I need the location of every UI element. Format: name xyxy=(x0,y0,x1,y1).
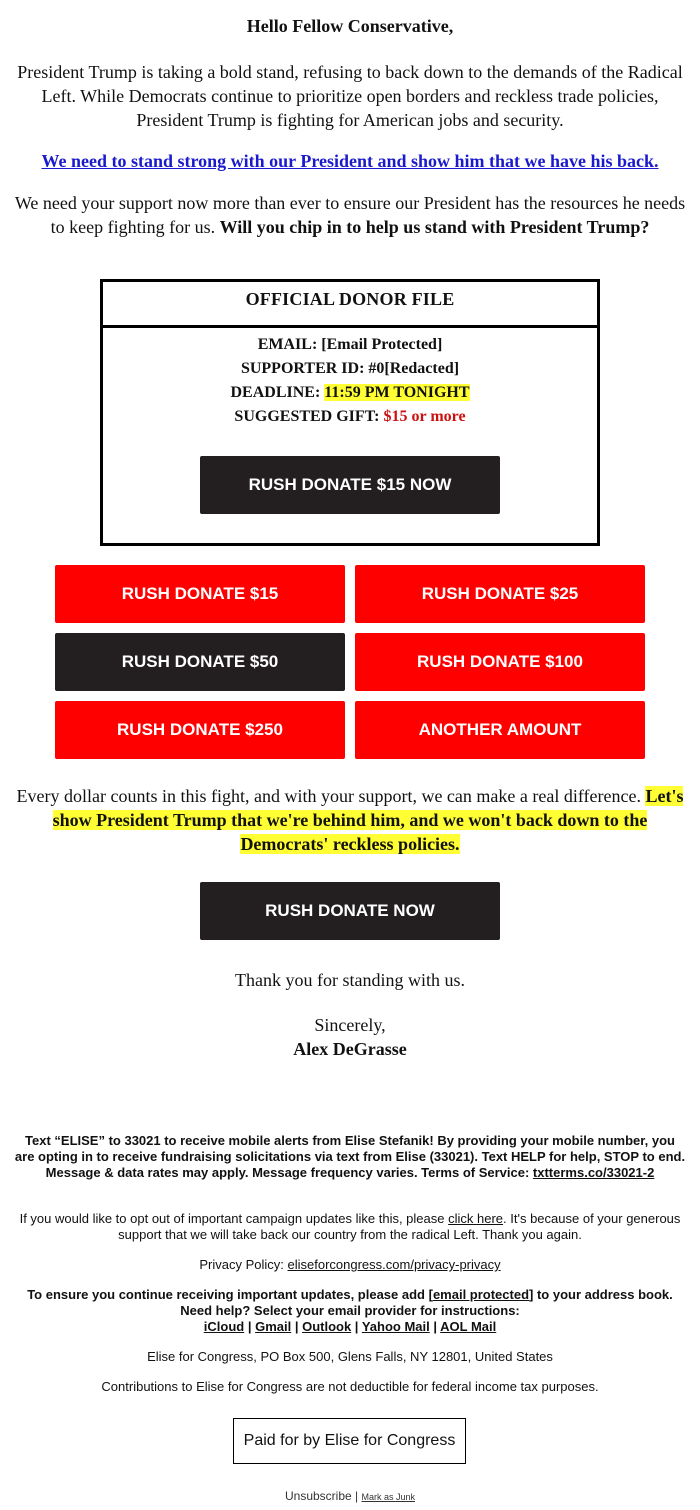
sms-terms-link[interactable]: txtterms.co/33021-2 xyxy=(532,1165,655,1180)
address-book-pre: To ensure you continue receiving important updates, please add [ xyxy=(27,1287,433,1302)
donor-deadline-row xyxy=(103,381,597,405)
support-text: We need your support now more than ever to ensure our President has the resources he needs to keep fighting for us. xyxy=(14,193,686,237)
every-dollar-highlight: Let's show President Trump that we're behind him, and we won't back down to the Democrats' reckless policies. xyxy=(52,786,684,854)
address-book-post: ] to your address book. Need help? Select your email provider for instructions: xyxy=(180,1287,673,1318)
donor-email-value: [Email Protected] xyxy=(321,336,443,353)
stand-strong-paragraph xyxy=(0,149,700,173)
donor-deadline-value: 11:59 PM TONIGHT xyxy=(324,384,470,401)
stand-strong-link[interactable]: We need to stand strong with our President and show him that we have his back. xyxy=(41,151,659,171)
provider-gmail-link[interactable]: Gmail xyxy=(255,1319,292,1334)
donate-15-button[interactable]: RUSH DONATE $15 xyxy=(55,565,345,623)
donor-supporter-label: SUPPORTER ID: xyxy=(240,360,369,377)
mark-junk-link[interactable]: Mark as Junk xyxy=(361,1492,416,1502)
donor-supporter-value: #0[Redacted] xyxy=(368,360,460,377)
donor-file-title: OFFICIAL DONOR FILE xyxy=(103,282,597,328)
provider-separator: | xyxy=(429,1319,441,1334)
another-amount-button[interactable]: ANOTHER AMOUNT xyxy=(355,701,645,759)
donor-gift-value: $15 or more xyxy=(383,408,466,425)
donate-25-button[interactable]: RUSH DONATE $25 xyxy=(355,565,645,623)
unsubscribe-link[interactable]: Unsubscribe xyxy=(284,1489,352,1503)
unsubscribe-row xyxy=(0,1489,700,1503)
provider-yahoo-link[interactable]: Yahoo Mail xyxy=(361,1319,430,1334)
support-paragraph xyxy=(14,191,686,239)
donor-supporter-row xyxy=(103,357,597,381)
thanks-text: Thank you for standing with us. xyxy=(235,970,465,990)
provider-outlook-link[interactable]: Outlook xyxy=(302,1319,352,1334)
signoff xyxy=(0,1013,700,1061)
provider-aol-link[interactable]: AOL Mail xyxy=(440,1319,497,1334)
provider-icloud-link[interactable]: iCloud xyxy=(203,1319,245,1334)
optout-link[interactable]: click here xyxy=(448,1211,504,1226)
every-dollar-text: Every dollar counts in this fight, and with your support, we can make a real difference. xyxy=(16,786,646,806)
donor-gift-label: SUGGESTED GIFT: xyxy=(234,408,384,425)
tax-disclaimer: Contributions to Elise for Congress are not deductible for federal income tax purposes. xyxy=(101,1379,599,1394)
sincerely-text: Sincerely, xyxy=(314,1015,386,1035)
donate-250-button[interactable]: RUSH DONATE $250 xyxy=(55,701,345,759)
address-book-notice xyxy=(14,1287,686,1335)
signer-name: Alex DeGrasse xyxy=(293,1039,407,1059)
donor-gift-row xyxy=(103,405,597,429)
sms-disclaimer xyxy=(14,1133,686,1181)
email-protected-link[interactable]: email protected xyxy=(432,1287,530,1302)
sms-text: Text “ELISE” to 33021 to receive mobile alerts from Elise Stefanik! By providing your mobile number, you are opting in to receive fundraising solicitations via text from Elise (33021). Text HELP for help, STOP to end. Message & data rates may apply. Message frequency varies. Terms of Service: xyxy=(14,1133,686,1180)
support-ask: Will you chip in to help us stand with President Trump? xyxy=(219,217,650,237)
provider-separator: | xyxy=(291,1319,303,1334)
greeting: Hello Fellow Conservative, xyxy=(246,16,454,36)
privacy-link[interactable]: eliseforcongress.com/privacy-privacy xyxy=(287,1257,501,1272)
optout-post: . It's because of your generous support that we will take back our country from the radical Left. Thank you again. xyxy=(118,1211,681,1242)
unsubscribe-separator: | xyxy=(351,1489,362,1503)
optout-text xyxy=(14,1211,686,1243)
donor-email-label: EMAIL: xyxy=(257,336,322,353)
rush-donate-15-now-button[interactable]: RUSH DONATE $15 NOW xyxy=(200,456,500,514)
donor-deadline-label: DEADLINE: xyxy=(230,384,325,401)
donor-file-details xyxy=(103,328,597,429)
privacy-policy xyxy=(14,1257,686,1273)
provider-separator: | xyxy=(351,1319,362,1334)
privacy-label: Privacy Policy: xyxy=(199,1257,288,1272)
donate-50-button[interactable]: RUSH DONATE $50 xyxy=(55,633,345,691)
every-dollar-paragraph xyxy=(14,784,686,856)
optout-pre: If you would like to opt out of important campaign updates like this, please xyxy=(19,1211,449,1226)
mailing-address: Elise for Congress, PO Box 500, Glens Falls, NY 12801, United States xyxy=(147,1349,553,1364)
donate-100-button[interactable]: RUSH DONATE $100 xyxy=(355,633,645,691)
rush-donate-now-button[interactable]: RUSH DONATE NOW xyxy=(200,882,500,940)
donor-email-row xyxy=(103,333,597,357)
email-providers xyxy=(14,1319,686,1335)
intro-paragraph: President Trump is taking a bold stand, refusing to back down to the demands of the Radical Left. While Democrats continue to prioritize open borders and reckless trade policies, President Trump is fighting for American jobs and security. xyxy=(17,62,683,130)
provider-separator: | xyxy=(244,1319,256,1334)
paid-for-box: Paid for by Elise for Congress xyxy=(233,1418,466,1464)
